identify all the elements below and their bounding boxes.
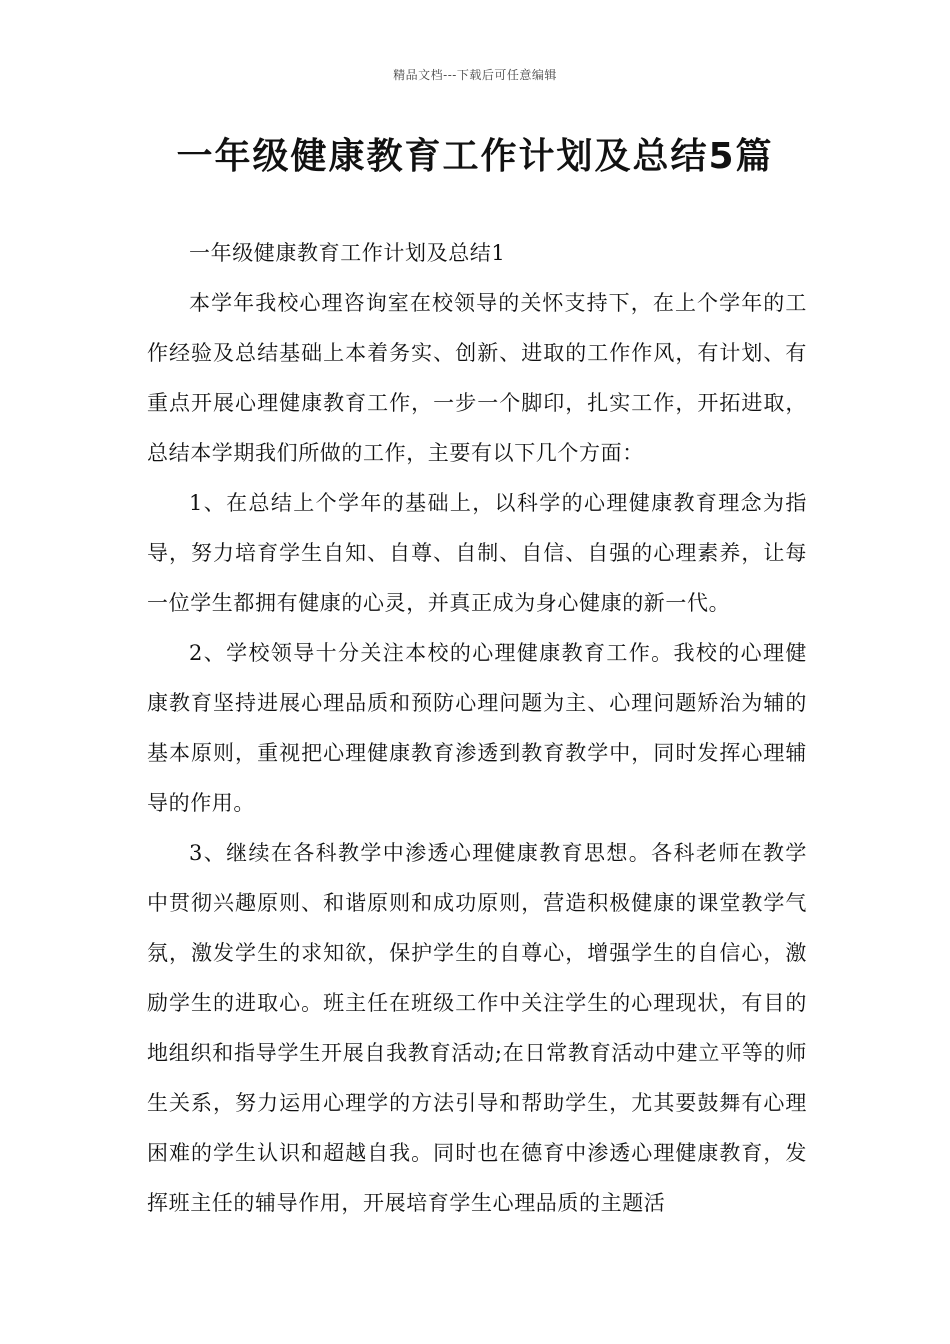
paragraph-point-2: 2、学校领导十分关注本校的心理健康教育工作。我校的心理健康教育坚持进展心理品质和预防心理问题为主、心理问题矫治为辅的基本原则，重视把心理健康教育渗透到教育教学中，同时发挥心理辅导的作用。	[147, 641, 807, 815]
paragraph-point-1: 1、在总结上个学年的基础上，以科学的心理健康教育理念为指导，努力培育学生自知、自尊、自制、自信、自强的心理素养，让每一位学生都拥有健康的心灵，并真正成为身心健康的新一代。	[147, 491, 807, 615]
section-heading: 一年级健康教育工作计划及总结1	[189, 241, 506, 265]
paragraph-point-3: 3、继续在各科教学中渗透心理健康教育思想。各科老师在教学中贯彻兴趣原则、和谐原则和成功原则，营造积极健康的课堂教学气氛，激发学生的求知欲，保护学生的自尊心，增强学生的自信心，激励学生的进取心。班主任在班级工作中关注学生的心理现状，有目的地组织和指导学生开展自我教育活动;在日常教育活动中建立平等的师生关系，努力运用心理学的方法引导和帮助学生，尤其要鼓舞有心理困难的学生认识和超越自我。同时也在德育中渗透心理健康教育，发挥班主任的辅导作用，开展培育学生心理品质的主题活	[147, 841, 807, 1215]
page-header-watermark: 精品文档---下载后可任意编辑	[393, 68, 557, 82]
document-title: 一年级健康教育工作计划及总结5篇	[176, 136, 774, 177]
paragraph-intro: 本学年我校心理咨询室在校领导的关怀支持下，在上个学年的工作经验及总结基础上本着务实、创新、进取的工作作风，有计划、有重点开展心理健康教育工作，一步一个脚印，扎实工作，开拓进取，总结本学期我们所做的工作，主要有以下几个方面：	[147, 291, 807, 465]
document-body	[147, 228, 807, 1228]
